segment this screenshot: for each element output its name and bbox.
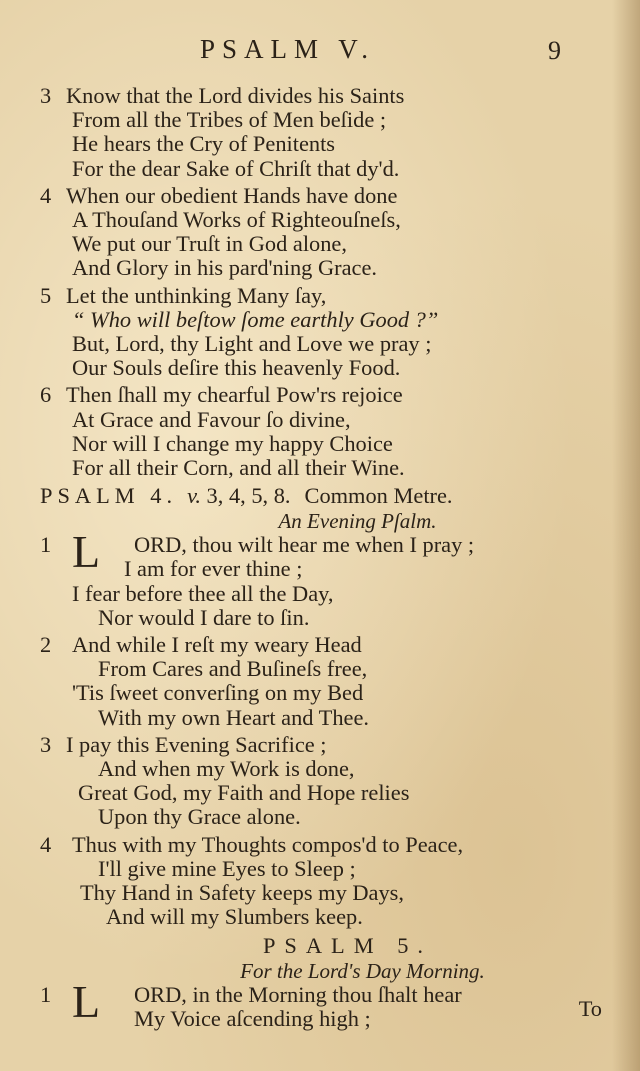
verse-line: I pay this Evening Sacrifice ; (66, 731, 327, 757)
verse-line: For all their Corn, and all their Wine. (72, 455, 405, 481)
verse-line: But, Lord, thy Light and Love we pray ; (72, 331, 432, 357)
drop-capital: L (72, 975, 101, 1027)
stanza-number: 4 (40, 182, 52, 208)
stanza-3 (40, 84, 625, 181)
stanza-number: 2 (40, 632, 52, 658)
stanza-number: 5 (40, 282, 52, 308)
psalm-title: PSALM 4. (40, 483, 178, 509)
page-text (40, 84, 625, 1034)
stanza-1 (40, 526, 625, 630)
verses-reference (187, 483, 290, 508)
verses-abbrev: v. (187, 483, 201, 509)
verse-line: And Glory in his pard'ning Grace. (72, 255, 377, 281)
verse-line: Great God, my Faith and Hope relies (78, 780, 410, 806)
verse-line: With my own Heart and Thee. (98, 704, 370, 730)
verse-line: Nor will I change my happy Choice (72, 430, 393, 456)
stanza-6 (40, 383, 625, 480)
verse-line: And while I reſt my weary Head (72, 632, 362, 658)
verse-line: When our obedient Hands have done (66, 182, 398, 208)
stanza-number: 3 (40, 731, 52, 757)
running-title: PSALM V. (200, 34, 376, 64)
verse-line: From Cares and Buſineſs free, (98, 656, 368, 682)
verse-line: He hears the Cry of Penitents (72, 131, 336, 157)
verse-line: Our Souls deſire this heavenly Food. (72, 355, 401, 381)
verse-line-quote: “ Who will beſtow ſome earthly Good ?” (72, 306, 439, 332)
stanza-number: 1 (40, 981, 52, 1007)
verse-line: Let the unthinking Many ſay, (66, 282, 327, 308)
verse-line: Thy Hand in Safety keeps my Days, (80, 880, 404, 906)
stanza-number: 1 (40, 532, 52, 558)
verse-line: For the dear Sake of Chriſt that dy'd. (72, 155, 400, 181)
stanza-3 (40, 733, 625, 830)
stanza-5 (40, 284, 625, 381)
metre-label: Common Metre. (304, 483, 453, 509)
stanza-2 (40, 633, 625, 730)
page-header (0, 34, 640, 74)
verse-line: ORD, thou wilt hear me when I pray ; (134, 532, 475, 558)
stanza-number: 6 (40, 382, 52, 408)
verse-line: Nor would I dare to ſin. (98, 604, 310, 630)
verse-line: Know that the Lord divides his Saints (66, 83, 405, 108)
verse-line: Thus with my Thoughts compos'd to Peace, (72, 831, 464, 857)
verse-line: And when my Work is done, (98, 756, 355, 782)
verse-line: I'll give mine Eyes to Sleep ; (98, 855, 356, 881)
verse-line: Then ſhall my chearful Pow'rs rejoice (66, 382, 403, 408)
verse-line: I fear before thee all the Day, (72, 580, 334, 606)
verse-line: And will my Slumbers keep. (106, 904, 363, 930)
verse-line: From all the Tribes of Men beſide ; (72, 107, 387, 133)
stanza-number: 3 (40, 83, 52, 108)
verse-line: ORD, in the Morning thou ſhalt hear (134, 981, 462, 1007)
section-heading (40, 483, 625, 509)
verse-line: I am for ever thine ; (124, 556, 303, 582)
stanza-4 (40, 184, 625, 281)
stanza-number: 4 (40, 831, 52, 857)
verse-line: Upon thy Grace alone. (98, 804, 301, 830)
verse-line: My Voice aſcending high ; (134, 1005, 371, 1031)
catchword: To (578, 996, 602, 1021)
verse-line: We put our Truſt in God alone, (72, 231, 347, 257)
verse-line: A Thouſand Works of Righteouſneſs, (72, 207, 401, 233)
verse-line: At Grace and Favour ſo divine, (72, 406, 351, 432)
psalm-title: PSALM 5. (262, 932, 433, 958)
psalm-subtitle: For the Lord's Day Morning. (240, 958, 485, 983)
verse-line: 'Tis ſweet converſing on my Bed (72, 680, 364, 706)
page-number: 9 (548, 36, 561, 65)
verses-numbers: 3, 4, 5, 8. (206, 483, 291, 509)
stanza-4 (40, 833, 625, 930)
drop-capital: L (72, 526, 101, 578)
psalm-subtitle: An Evening Pſalm. (278, 509, 437, 534)
stanza-1 (40, 975, 625, 1031)
